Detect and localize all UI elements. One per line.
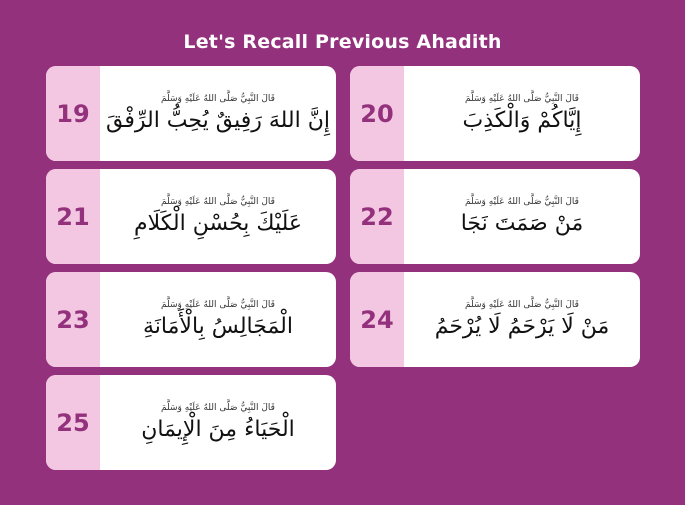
card-text-area: [404, 169, 640, 264]
hadith-card-20: [350, 66, 640, 161]
card-text-area: [404, 66, 640, 161]
hadith-text: إِنَّ اللهَ رَفِيقٌ يُحِبُّ الرِّفْقَ: [105, 108, 330, 133]
hadith-text: مَنْ صَمَتَ نَجَا: [460, 211, 584, 236]
honorific-text: قَالَ النَّبِيُّ صَلَّى اللهُ عَلَيْهِ وَسَلَّمَ: [161, 94, 275, 104]
card-text-area: [100, 169, 336, 264]
hadith-card-21: [46, 169, 336, 264]
honorific-text: قَالَ النَّبِيُّ صَلَّى اللهُ عَلَيْهِ وَسَلَّمَ: [465, 94, 579, 104]
honorific-text: قَالَ النَّبِيُّ صَلَّى اللهُ عَلَيْهِ وَسَلَّمَ: [161, 300, 275, 310]
card-number-panel: [350, 66, 404, 161]
card-text-area: [100, 66, 336, 161]
card-text-area: [100, 272, 336, 367]
hadith-card-25: [46, 375, 336, 470]
card-number: 20: [360, 99, 394, 128]
hadith-text: الْحَيَاءُ مِنَ الْإِيمَانِ: [141, 417, 295, 442]
hadith-text: عَلَيْكَ بِحُسْنِ الْكَلَامِ: [134, 211, 302, 236]
page-title: Let's Recall Previous Ahadith: [183, 31, 502, 53]
card-number: 24: [360, 305, 394, 334]
honorific-text: قَالَ النَّبِيُّ صَلَّى اللهُ عَلَيْهِ وَسَلَّمَ: [161, 403, 275, 413]
card-number: 21: [56, 202, 90, 231]
hadith-card-22: [350, 169, 640, 264]
card-number: 22: [360, 202, 394, 231]
card-number-panel: [46, 375, 100, 470]
card-number-panel: [46, 272, 100, 367]
card-number: 19: [56, 99, 90, 128]
card-number-panel: [350, 272, 404, 367]
hadith-card-19: [46, 66, 336, 161]
card-number: 23: [56, 305, 90, 334]
card-number-panel: [350, 169, 404, 264]
card-number-panel: [46, 169, 100, 264]
honorific-text: قَالَ النَّبِيُّ صَلَّى اللهُ عَلَيْهِ وَسَلَّمَ: [465, 300, 579, 310]
card-text-area: [404, 272, 640, 367]
hadith-card-23: [46, 272, 336, 367]
card-number-panel: [46, 66, 100, 161]
honorific-text: قَالَ النَّبِيُّ صَلَّى اللهُ عَلَيْهِ وَسَلَّمَ: [465, 197, 579, 207]
card-text-area: [100, 375, 336, 470]
hadith-text: الْمَجَالِسُ بِالْأَمَانَةِ: [143, 314, 293, 339]
honorific-text: قَالَ النَّبِيُّ صَلَّى اللهُ عَلَيْهِ وَسَلَّمَ: [161, 197, 275, 207]
card-number: 25: [56, 408, 90, 437]
hadith-card-24: [350, 272, 640, 367]
hadith-text: مَنْ لَا يَرْحَمُ لَا يُرْحَمُ: [434, 314, 610, 339]
hadith-text: إِيَّاكُمْ وَالْكَذِبَ: [462, 108, 582, 133]
